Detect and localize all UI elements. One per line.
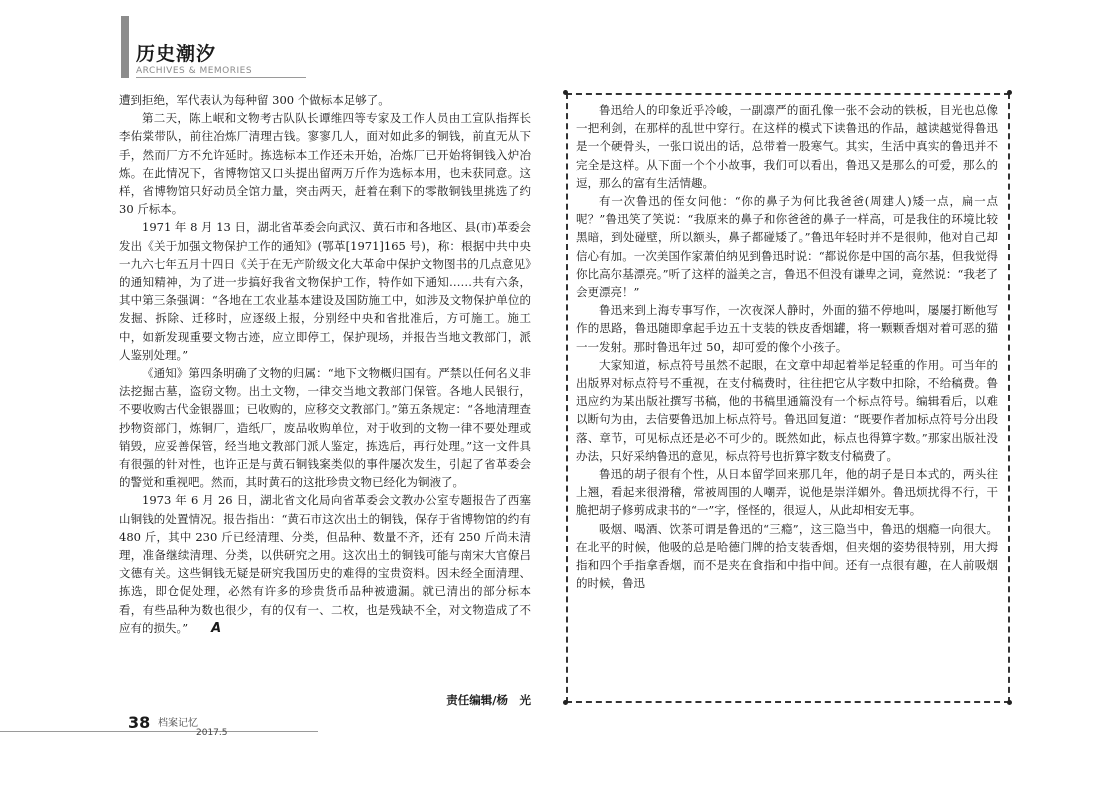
header-accent-bar <box>121 16 129 78</box>
left-paragraph: 第二天，陈上岷和文物考古队队长谭维四等专家及工作人员由工宣队指挥长李佑棠带队，前往冶炼厂清理古钱。寥寥几人，面对如此多的铜钱，前直无从下手，然而厂方不允许延时。拣选标本工作还未开始，冶炼厂已开始将铜钱入炉冶炼。在此情况下，省博物馆又口头提出留两万斤作为选标本用，也未获同意。这样，省博物馆只好动员全馆力量，突击两天，赶着在剩下的零散铜钱里挑选了约 30 斤标本。 <box>119 111 531 217</box>
box-paragraph: 鲁迅来到上海专事写作，一次夜深人静时，外面的猫不停地叫，屡屡打断他写作的思路，鲁迅随即拿起手边五十支装的铁皮香烟罐，将一颗颗香烟对着可恶的猫一一发射。那时鲁迅年过 50，却可爱的像个小孩子。 <box>576 303 998 354</box>
left-paragraph: 1971 年 8 月 13 日，湖北省革委会向武汉、黄石市和各地区、县(市)革委会发出《关于加强文物保护工作的通知》(鄂革[1971]165 号)，称：根据中共中央一九六七年五月十四日《关于在无产阶级文化大革命中保护文物图书的几点意见》的通知精神，为了进一步搞好我省文物保护工作，特作如下通知……共有六条，其中第三条强调：“各地在工农业基本建设及国防施工中，如涉及文物保护单位的发掘、拆除、迁移时，应逐级上报，分别经中央和省批准后，方可施工。施工中，如新发现重要文物古迹，应立即停工，保护现场，并报告当地文教部门，派人鉴别处理。” <box>119 220 531 362</box>
box-paragraph: 有一次鲁迅的侄女问他：“你的鼻子为何比我爸爸(周建人)矮一点，扁一点呢？”鲁迅笑了笑说：“我原来的鼻子和你爸爸的鼻子一样高，可是我住的环境比较黑暗，到处碰壁，所以额头，鼻子都碰矮了。”鲁迅年轻时并不是很帅，他对自己却信心有加。一次美国作家萧伯纳见到鲁迅时说：“都说你是中国的高尔基，但我觉得你比高尔基漂亮。”听了这样的溢美之言，鲁迅不但没有谦卑之词，竟然说：“我老了会更漂亮！” <box>576 194 998 300</box>
left-column <box>119 91 531 638</box>
box-paragraph: 鲁迅的胡子很有个性，从日本留学回来那几年，他的胡子是日本式的，两头往上翘，看起来很滑稽，常被周围的人嘲弄，说他是崇洋媚外。鲁迅烦扰得不行，干脆把胡子修剪成隶书的“一”字，怪怪的，很逗人，从此却相安无事。 <box>576 467 998 518</box>
header-rule <box>136 77 306 78</box>
sidebar-box <box>566 93 1010 703</box>
left-paragraph <box>119 491 531 638</box>
left-paragraph: 遭到拒绝，军代表认为每种留 300 个做标本足够了。 <box>119 93 390 107</box>
box-paragraph: 大家知道，标点符号虽然不起眼，在文章中却起着举足轻重的作用。可当年的出版界对标点符号不重视，在支付稿费时，往往把它从字数中扣除，不给稿费。鲁迅应约为某出版社撰写书稿，他的书稿里通篇没有一个标点符号。编辑看后，以难以断句为由，去信要鲁迅加上标点符号。鲁迅回复道：“既要作者加标点符号分出段落、章节，可见标点还是必不可少的。既然如此，标点也得算字数。”那家出版社没办法，只好采纳鲁迅的意见，标点符号也折算字数支付稿费了。 <box>576 357 998 463</box>
box-paragraph: 鲁迅给人的印象近乎冷峻，一副凛严的面孔像一张不会动的铁板，目光也总像一把利剑，在那样的乱世中穿行。在这样的模式下读鲁迅的作品，越读越觉得鲁迅是一个硬骨头，一张口说出的话，总带着一股寒气。其实，生活中真实的鲁迅并不完全是这样。从下面一个个小故事，我们可以看出，鲁迅又是那么的可爱，那么的逗，那么的富有生活情趣。 <box>576 103 998 190</box>
box-corner-dot <box>1007 700 1012 705</box>
page-number: 38 <box>128 713 151 732</box>
end-mark-icon: A <box>211 620 222 636</box>
issue-number: 2017.5 <box>196 728 228 738</box>
magazine-name: 档案记忆 <box>158 718 198 729</box>
box-paragraph: 吸烟、喝酒、饮茶可谓是鲁迅的“三瘾”，这三隐当中，鲁迅的烟瘾一向很大。在北平的时候，他吸的总是哈德门牌的拾支装香烟，但夹烟的姿势很特别，用大拇指和四个手指拿香烟，而不是夹在食指和中指中间。还有一点很有趣，在人前吸烟的时候，鲁迅 <box>576 521 998 591</box>
editor-credit: 责任编辑/杨 光 <box>446 693 531 707</box>
footer-rule <box>0 731 318 732</box>
box-corner-dot <box>563 700 568 705</box>
left-paragraph: 《通知》第四条明确了文物的归属：“地下文物概归国有。严禁以任何名义非法挖掘古墓，盗窃文物。出土文物，一律交当地文教部门保管。各地人民银行，不要收购古代金银器皿；已收购的，应移交文教部门。”第五条规定：“各地清理查抄物资部门，炼铜厂，造纸厂，废品收购单位，对于收到的文物一律不要处理或销毁，应妥善保管，经当地文教部门派人鉴定，拣选后，再行处理。”这一文件具有很强的针对性，也许正是与黄石铜钱案类似的事件屡次发生，引起了省革委会的警觉和重视吧。然而，其时黄石的这批珍贵文物已经化为铜液了。 <box>119 366 531 490</box>
section-subtitle: ARCHIVES & MEMORIES <box>136 66 253 76</box>
box-corner-dot <box>563 90 568 95</box>
box-corner-dot <box>1007 90 1012 95</box>
section-title: 历史潮汐 <box>136 43 217 65</box>
left-paragraph-text: 1973 年 6 月 26 日，湖北省文化局向省革委会文教办公室专题报告了西塞山铜钱的处置情况。报告指出：“黄石市这次出土的铜钱，保存于省博物馆的约有 480 斤，其中 230 斤已经清理、分类，但品种、数量不齐，还有 250 斤尚未清理，准备继续清理、分类，以供研究之用。这次出土的铜钱可能与南宋大官僚吕文德有关。这些铜钱无疑是研究我国历史的难得的宝贵资料。因未经全面清理、拣选，即仓促处理，必然有许多的珍贵货币品种被遗漏。就已清出的部分标本看，有些品种为数也很少，有的仅有一、二枚，也是残缺不全，对文物造成了不应有的损失。” <box>119 493 531 635</box>
